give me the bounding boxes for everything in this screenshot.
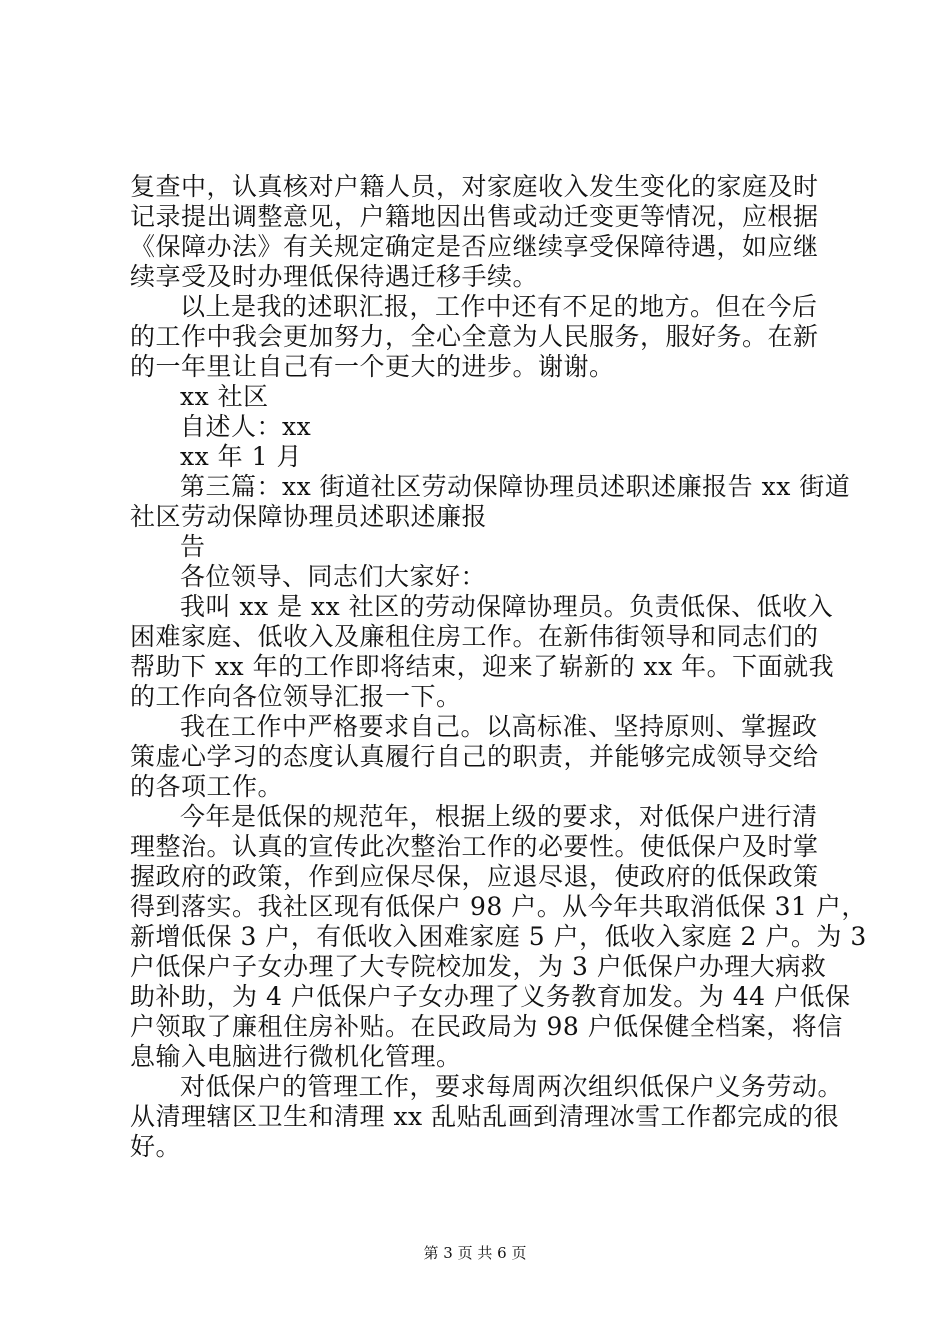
text-line: 告: [180, 532, 206, 561]
text-line: 复查中，认真核对户籍人员，对家庭收入发生变化的家庭及时: [130, 172, 819, 201]
text-line: 策虚心学习的态度认真履行自己的职责，并能够完成领导交给: [130, 742, 819, 771]
text-line: 续享受及时办理低保待遇迁移手续。: [130, 262, 539, 291]
text-line: 助补助，为 4 户低保户子女办理了义务教育加发。为 44 户低保: [130, 982, 851, 1011]
text-line: 的工作中我会更加努力，全心全意为人民服务，服好务。在新: [130, 322, 819, 351]
text-line: 各位领导、同志们大家好：: [180, 562, 487, 591]
text-line: 得到落实。我社区现有低保户 98 户。从今年共取消低保 31 户，: [130, 892, 867, 921]
text-line: 社区劳动保障协理员述职述廉报: [130, 502, 488, 531]
document-body: [130, 172, 867, 1162]
text-line: 的工作向各位领导汇报一下。: [130, 682, 462, 711]
text-line: 第三篇：xx 街道社区劳动保障协理员述职述廉报告 xx 街道: [180, 472, 851, 501]
text-line: 好。: [130, 1132, 182, 1161]
text-line: 理整治。认真的宣传此次整治工作的必要性。使低保户及时掌: [130, 832, 819, 861]
text-line: xx 年 1 月: [180, 442, 302, 471]
text-line: 我叫 xx 是 xx 社区的劳动保障协理员。负责低保、低收入: [180, 592, 834, 621]
text-line: 自述人：xx: [180, 412, 312, 441]
page-footer: 第 3 页 共 6 页: [423, 1244, 527, 1262]
text-line: 新增低保 3 户，有低收入困难家庭 5 户，低收入家庭 2 户。为 3: [130, 922, 867, 951]
text-line: 户低保户子女办理了大专院校加发，为 3 户低保户办理大病救: [130, 952, 827, 981]
text-line: 记录提出调整意见，户籍地因出售或动迁变更等情况，应根据: [130, 202, 819, 231]
text-line: 从清理辖区卫生和清理 xx 乱贴乱画到清理冰雪工作都完成的很: [130, 1102, 840, 1131]
text-line: 息输入电脑进行微机化管理。: [130, 1042, 462, 1071]
text-line: 以上是我的述职汇报，工作中还有不足的地方。但在今后: [180, 292, 818, 321]
text-line: 握政府的政策，作到应保尽保，应退尽退，使政府的低保政策: [130, 862, 819, 891]
text-line: 困难家庭、低收入及廉租住房工作。在新伟街领导和同志们的: [130, 622, 819, 651]
text-line: 户领取了廉租住房补贴。在民政局为 98 户低保健全档案，将信: [130, 1012, 843, 1041]
text-line: 的各项工作。: [130, 772, 284, 801]
text-line: 《保障办法》有关规定确定是否应继续享受保障待遇，如应继: [130, 232, 819, 261]
text-line: 对低保户的管理工作，要求每周两次组织低保户义务劳动。: [180, 1072, 844, 1101]
text-line: 我在工作中严格要求自己。以高标准、坚持原则、掌握政: [180, 712, 818, 741]
text-line: 的一年里让自己有一个更大的进步。谢谢。: [130, 352, 615, 381]
text-line: 帮助下 xx 年的工作即将结束，迎来了崭新的 xx 年。下面就我: [130, 652, 835, 681]
text-line: xx 社区: [180, 382, 269, 411]
text-line: 今年是低保的规范年，根据上级的要求，对低保户进行清: [180, 802, 818, 831]
